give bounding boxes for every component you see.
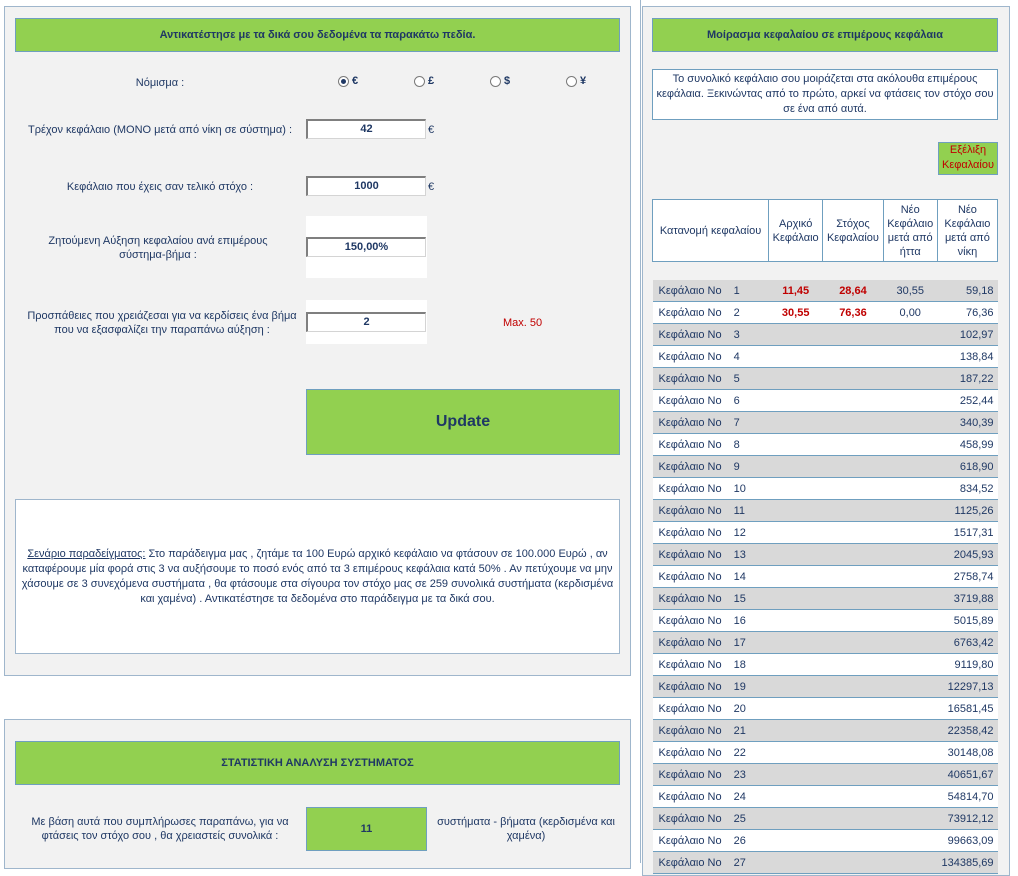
row-label-text: Κεφάλαιο Νο: [658, 592, 722, 605]
target-capital-cell: [823, 456, 883, 478]
row-number: 24: [733, 790, 746, 803]
update-button[interactable]: Update: [306, 389, 620, 455]
win-capital-cell: 54814,70: [937, 786, 997, 808]
row-label-text: Κεφάλαιο Νο: [658, 702, 722, 715]
scenario-body: Στο παράδειγμα μας , ζητάμε τα 100 Ευρώ αρχικό κεφάλαιο να φτάσουν σε 100.000 Ευρώ , αν καταφέρουμε μία φορά στις 3 να αυξήσουμε το ποσό ενός από τα 3 επιμέρους κεφάλαια κατά 50% . Αν πετύχουμε να μην χάσουμε σε 3 συνεχόμενα συστήματα , θα φτάσουμε στα σίγουρα τον στόχο μας σε 259 συνολικά συστήματα (κερδισμένα και χαμένα) . Αντικατέστησε τα δεδομένα στο παράδειγμα με τα δικά σου.: [21, 547, 614, 605]
distribution-header: Μοίρασμα κεφαλαίου σε επιμέρους κεφάλαια: [652, 18, 998, 52]
target-capital-input[interactable]: 1000: [306, 176, 426, 196]
initial-capital-cell: [769, 764, 823, 786]
target-capital-cell: [823, 544, 883, 566]
target-capital-cell: [823, 808, 883, 830]
target-capital-cell: [823, 478, 883, 500]
table-row: [653, 368, 998, 390]
attempts-input[interactable]: 2: [306, 312, 426, 332]
row-label-text: Κεφάλαιο Νο: [658, 614, 722, 627]
row-label-text: Κεφάλαιο Νο: [658, 834, 722, 847]
loss-capital-cell: [883, 478, 937, 500]
win-capital-cell: 134385,69: [937, 852, 997, 874]
row-number: 18: [733, 658, 746, 671]
initial-capital-cell: [769, 522, 823, 544]
table-row: [653, 280, 998, 302]
row-label-cell: [653, 522, 769, 544]
win-capital-cell: 5015,89: [937, 610, 997, 632]
loss-capital-cell: [883, 544, 937, 566]
loss-capital-cell: [883, 720, 937, 742]
loss-capital-cell: [883, 522, 937, 544]
initial-capital-cell: [769, 544, 823, 566]
loss-capital-cell: [883, 610, 937, 632]
target-capital-cell: [823, 698, 883, 720]
target-capital-cell: [823, 610, 883, 632]
table-body: [653, 280, 998, 874]
table-row: [653, 720, 998, 742]
initial-capital-cell: [769, 720, 823, 742]
radio-unselected-icon: [490, 76, 501, 87]
win-capital-cell: 1517,31: [937, 522, 997, 544]
column-header-loss: Νέο Κεφάλαιο μετά από ήττα: [883, 200, 937, 262]
loss-capital-cell: [883, 346, 937, 368]
win-capital-cell: 59,18: [937, 280, 997, 302]
win-capital-cell: 12297,13: [937, 676, 997, 698]
win-capital-cell: 76,36: [937, 302, 997, 324]
win-capital-cell: 99663,09: [937, 830, 997, 852]
row-label-cell: [653, 544, 769, 566]
row-label-cell: [653, 720, 769, 742]
scenario-box: [15, 499, 620, 654]
win-capital-cell: 138,84: [937, 346, 997, 368]
row-number: 5: [733, 372, 740, 385]
row-label-cell: [653, 808, 769, 830]
row-label-text: Κεφάλαιο Νο: [658, 328, 722, 341]
radio-unselected-icon: [566, 76, 577, 87]
row-label-cell: [653, 566, 769, 588]
row-label-text: Κεφάλαιο Νο: [658, 746, 722, 759]
row-number: 7: [733, 416, 740, 429]
row-number: 9: [733, 460, 740, 473]
initial-capital-cell: [769, 742, 823, 764]
stats-value: 11: [306, 807, 427, 851]
loss-capital-cell: 30,55: [883, 280, 937, 302]
row-label-cell: [653, 280, 769, 302]
row-number: 22: [733, 746, 746, 759]
row-label-cell: [653, 632, 769, 654]
row-label-text: Κεφάλαιο Νο: [658, 790, 722, 803]
row-number: 27: [733, 856, 746, 869]
row-number: 3: [733, 328, 740, 341]
table-row: [653, 676, 998, 698]
row-label-text: Κεφάλαιο Νο: [658, 372, 722, 385]
loss-capital-cell: [883, 434, 937, 456]
loss-capital-cell: [883, 830, 937, 852]
row-label-text: Κεφάλαιο Νο: [658, 284, 722, 297]
table-row: [653, 302, 998, 324]
loss-capital-cell: [883, 808, 937, 830]
row-label-text: Κεφάλαιο Νο: [658, 526, 722, 539]
row-label-text: Κεφάλαιο Νο: [658, 570, 722, 583]
row-number: 13: [733, 548, 746, 561]
row-number: 19: [733, 680, 746, 693]
table-row: [653, 412, 998, 434]
row-label-cell: [653, 302, 769, 324]
row-label-text: Κεφάλαιο Νο: [658, 658, 722, 671]
row-label-text: Κεφάλαιο Νο: [658, 504, 722, 517]
row-label-text: Κεφάλαιο Νο: [658, 548, 722, 561]
table-row: [653, 654, 998, 676]
initial-capital-cell: [769, 676, 823, 698]
row-label-cell: [653, 478, 769, 500]
target-capital-cell: [823, 500, 883, 522]
row-label-cell: [653, 676, 769, 698]
initial-capital-cell: [769, 324, 823, 346]
currency-radio-euro[interactable]: €: [338, 75, 358, 87]
win-capital-cell: 618,90: [937, 456, 997, 478]
loss-capital-cell: [883, 786, 937, 808]
column-header-distribution: Κατανομή κεφαλαίου: [653, 200, 769, 262]
loss-capital-cell: [883, 742, 937, 764]
win-capital-cell: 340,39: [937, 412, 997, 434]
row-label-cell: [653, 742, 769, 764]
column-header-initial: Αρχικό Κεφάλαιο: [769, 200, 823, 262]
win-capital-cell: 16581,45: [937, 698, 997, 720]
input-panel-header: Αντικατέστησε με τα δικά σου δεδομένα τα παρακάτω πεδία.: [15, 18, 620, 52]
loss-capital-cell: [883, 566, 937, 588]
target-capital-cell: [823, 324, 883, 346]
capital-evolution-button[interactable]: Εξέλιξη Κεφαλαίου: [938, 142, 998, 175]
target-capital-label: Κεφάλαιο που έχεις σαν τελικό στόχο :: [66, 181, 254, 193]
target-capital-cell: [823, 720, 883, 742]
row-number: 8: [733, 438, 740, 451]
win-capital-cell: 9119,80: [937, 654, 997, 676]
target-capital-cell: [823, 412, 883, 434]
radio-selected-icon: [338, 76, 349, 87]
initial-capital-cell: 30,55: [769, 302, 823, 324]
row-number: 15: [733, 592, 746, 605]
current-capital-label: Τρέχον κεφάλαιο (ΜΟΝΟ μετά από νίκη σε σύστημα) :: [27, 124, 293, 136]
attempts-max-label: Max. 50: [503, 317, 543, 329]
stats-header: ΣΤΑΤΙΣΤΙΚΗ ΑΝΑΛΥΣΗ ΣΥΣΤΗΜΑΤΟΣ: [15, 741, 620, 785]
attempts-label: Προσπάθειες που χρειάζεσαι για να κερδίσεις ένα βήμα που να εξασφαλίζει την παραπάνω αύξηση :: [27, 310, 297, 336]
row-number: 12: [733, 526, 746, 539]
table-row: [653, 456, 998, 478]
row-number: 21: [733, 724, 746, 737]
growth-input[interactable]: 150,00%: [306, 237, 426, 257]
column-header-win: Νέο Κεφάλαιο μετά από νίκη: [937, 200, 997, 262]
table-row: [653, 632, 998, 654]
loss-capital-cell: [883, 390, 937, 412]
row-label-text: Κεφάλαιο Νο: [658, 636, 722, 649]
table-row: [653, 478, 998, 500]
loss-capital-cell: [883, 368, 937, 390]
distribution-description: Το συνολικό κεφάλαιο σου μοιράζεται στα ακόλουθα επιμέρους κεφάλαια. Ξεκινώντας από το πρώτο, αρκεί να φτάσεις τον στόχο σου σε ένα από αυτά.: [652, 69, 998, 120]
win-capital-cell: 73912,12: [937, 808, 997, 830]
row-number: 17: [733, 636, 746, 649]
currency-radio-pound[interactable]: £: [414, 75, 434, 87]
initial-capital-cell: [769, 588, 823, 610]
row-label-text: Κεφάλαιο Νο: [658, 856, 722, 869]
currency-label: Νόμισμα :: [135, 77, 185, 89]
row-label-text: Κεφάλαιο Νο: [658, 350, 722, 363]
row-label-text: Κεφάλαιο Νο: [658, 768, 722, 781]
stats-text-after: συστήματα - βήματα (κερδισμένα και χαμένα): [437, 816, 615, 842]
target-capital-cell: [823, 786, 883, 808]
table-row: [653, 522, 998, 544]
target-capital-cell: [823, 742, 883, 764]
initial-capital-cell: [769, 434, 823, 456]
win-capital-cell: 458,99: [937, 434, 997, 456]
target-capital-cell: [823, 654, 883, 676]
target-capital-cell: 76,36: [823, 302, 883, 324]
initial-capital-cell: [769, 830, 823, 852]
table-row: [653, 324, 998, 346]
win-capital-cell: 3719,88: [937, 588, 997, 610]
initial-capital-cell: [769, 412, 823, 434]
target-capital-cell: [823, 390, 883, 412]
target-capital-cell: [823, 588, 883, 610]
loss-capital-cell: [883, 764, 937, 786]
row-label-cell: [653, 830, 769, 852]
row-number: 4: [733, 350, 740, 363]
target-capital-cell: [823, 434, 883, 456]
scenario-text: [16, 547, 619, 607]
radio-unselected-icon: [414, 76, 425, 87]
table-row: [653, 786, 998, 808]
loss-capital-cell: [883, 324, 937, 346]
row-label-cell: [653, 456, 769, 478]
table-row: [653, 346, 998, 368]
row-label-cell: [653, 368, 769, 390]
target-capital-cell: [823, 764, 883, 786]
target-capital-cell: [823, 522, 883, 544]
row-label-text: Κεφάλαιο Νο: [658, 306, 722, 319]
target-capital-cell: [823, 676, 883, 698]
row-label-text: Κεφάλαιο Νο: [658, 680, 722, 693]
initial-capital-cell: [769, 808, 823, 830]
initial-capital-cell: [769, 478, 823, 500]
row-label-cell: [653, 588, 769, 610]
row-label-cell: [653, 390, 769, 412]
target-capital-cell: 28,64: [823, 280, 883, 302]
loss-capital-cell: [883, 632, 937, 654]
row-label-text: Κεφάλαιο Νο: [658, 460, 722, 473]
win-capital-cell: 1125,26: [937, 500, 997, 522]
win-capital-cell: 30148,08: [937, 742, 997, 764]
row-number: 11: [733, 504, 746, 517]
row-number: 1: [733, 284, 740, 297]
row-label-text: Κεφάλαιο Νο: [658, 438, 722, 451]
row-label-cell: [653, 698, 769, 720]
stats-text-before: Με βάση αυτά που συμπλήρωσες παραπάνω, για να φτάσεις τον στόχο σου , θα χρειαστείς συνολικά :: [31, 816, 289, 842]
table-row: [653, 742, 998, 764]
target-capital-unit: €: [428, 181, 435, 193]
row-number: 20: [733, 702, 746, 715]
row-label-cell: [653, 412, 769, 434]
loss-capital-cell: 0,00: [883, 302, 937, 324]
loss-capital-cell: [883, 676, 937, 698]
initial-capital-cell: [769, 456, 823, 478]
initial-capital-cell: [769, 698, 823, 720]
table-row: [653, 390, 998, 412]
row-label-cell: [653, 434, 769, 456]
divider-line: [640, 0, 641, 863]
win-capital-cell: 252,44: [937, 390, 997, 412]
initial-capital-cell: [769, 368, 823, 390]
target-capital-cell: [823, 368, 883, 390]
win-capital-cell: 2045,93: [937, 544, 997, 566]
loss-capital-cell: [883, 654, 937, 676]
current-capital-input[interactable]: 42: [306, 119, 426, 139]
table-row: [653, 500, 998, 522]
win-capital-cell: 2758,74: [937, 566, 997, 588]
initial-capital-cell: [769, 346, 823, 368]
table-row: [653, 434, 998, 456]
table-row: [653, 830, 998, 852]
loss-capital-cell: [883, 412, 937, 434]
win-capital-cell: 6763,42: [937, 632, 997, 654]
currency-radio-yen[interactable]: ¥: [566, 75, 586, 87]
initial-capital-cell: [769, 610, 823, 632]
row-number: 25: [733, 812, 746, 825]
currency-radio-dollar[interactable]: $: [490, 75, 510, 87]
row-label-text: Κεφάλαιο Νο: [658, 482, 722, 495]
initial-capital-cell: [769, 786, 823, 808]
initial-capital-cell: [769, 632, 823, 654]
table-row: [653, 566, 998, 588]
row-label-text: Κεφάλαιο Νο: [658, 416, 722, 429]
row-number: 10: [733, 482, 746, 495]
table-spacer-row: [653, 262, 998, 281]
initial-capital-cell: 11,45: [769, 280, 823, 302]
row-label-text: Κεφάλαιο Νο: [658, 724, 722, 737]
target-capital-cell: [823, 566, 883, 588]
table-row: [653, 610, 998, 632]
scenario-title: Σενάριο παραδείγματος:: [27, 547, 146, 560]
initial-capital-cell: [769, 390, 823, 412]
row-label-cell: [653, 764, 769, 786]
table-row: [653, 764, 998, 786]
row-label-text: Κεφάλαιο Νο: [658, 394, 722, 407]
table-row: [653, 698, 998, 720]
row-label-cell: [653, 500, 769, 522]
loss-capital-cell: [883, 698, 937, 720]
row-label-cell: [653, 786, 769, 808]
current-capital-unit: €: [428, 124, 435, 136]
row-number: 2: [733, 306, 740, 319]
initial-capital-cell: [769, 654, 823, 676]
column-header-target: Στόχος Κεφαλαίου: [823, 200, 883, 262]
row-number: 16: [733, 614, 746, 627]
target-capital-cell: [823, 830, 883, 852]
initial-capital-cell: [769, 500, 823, 522]
row-label-cell: [653, 324, 769, 346]
table-header-row: [653, 200, 998, 262]
table-row: [653, 588, 998, 610]
row-number: 14: [733, 570, 746, 583]
row-label-cell: [653, 610, 769, 632]
target-capital-cell: [823, 632, 883, 654]
win-capital-cell: 102,97: [937, 324, 997, 346]
win-capital-cell: 187,22: [937, 368, 997, 390]
table-row: [653, 544, 998, 566]
growth-label: Ζητούμενη Αύξηση κεφαλαίου ανά επιμέρους σύστημα-βήμα :: [48, 235, 268, 261]
loss-capital-cell: [883, 588, 937, 610]
win-capital-cell: 40651,67: [937, 764, 997, 786]
row-label-cell: [653, 346, 769, 368]
table-row: [653, 808, 998, 830]
target-capital-cell: [823, 346, 883, 368]
row-label-cell: [653, 654, 769, 676]
loss-capital-cell: [883, 456, 937, 478]
win-capital-cell: 22358,42: [937, 720, 997, 742]
initial-capital-cell: [769, 566, 823, 588]
row-label-text: Κεφάλαιο Νο: [658, 812, 722, 825]
row-number: 6: [733, 394, 740, 407]
row-number: 23: [733, 768, 746, 781]
row-number: 26: [733, 834, 746, 847]
loss-capital-cell: [883, 500, 937, 522]
capital-table: [652, 199, 998, 874]
win-capital-cell: 834,52: [937, 478, 997, 500]
